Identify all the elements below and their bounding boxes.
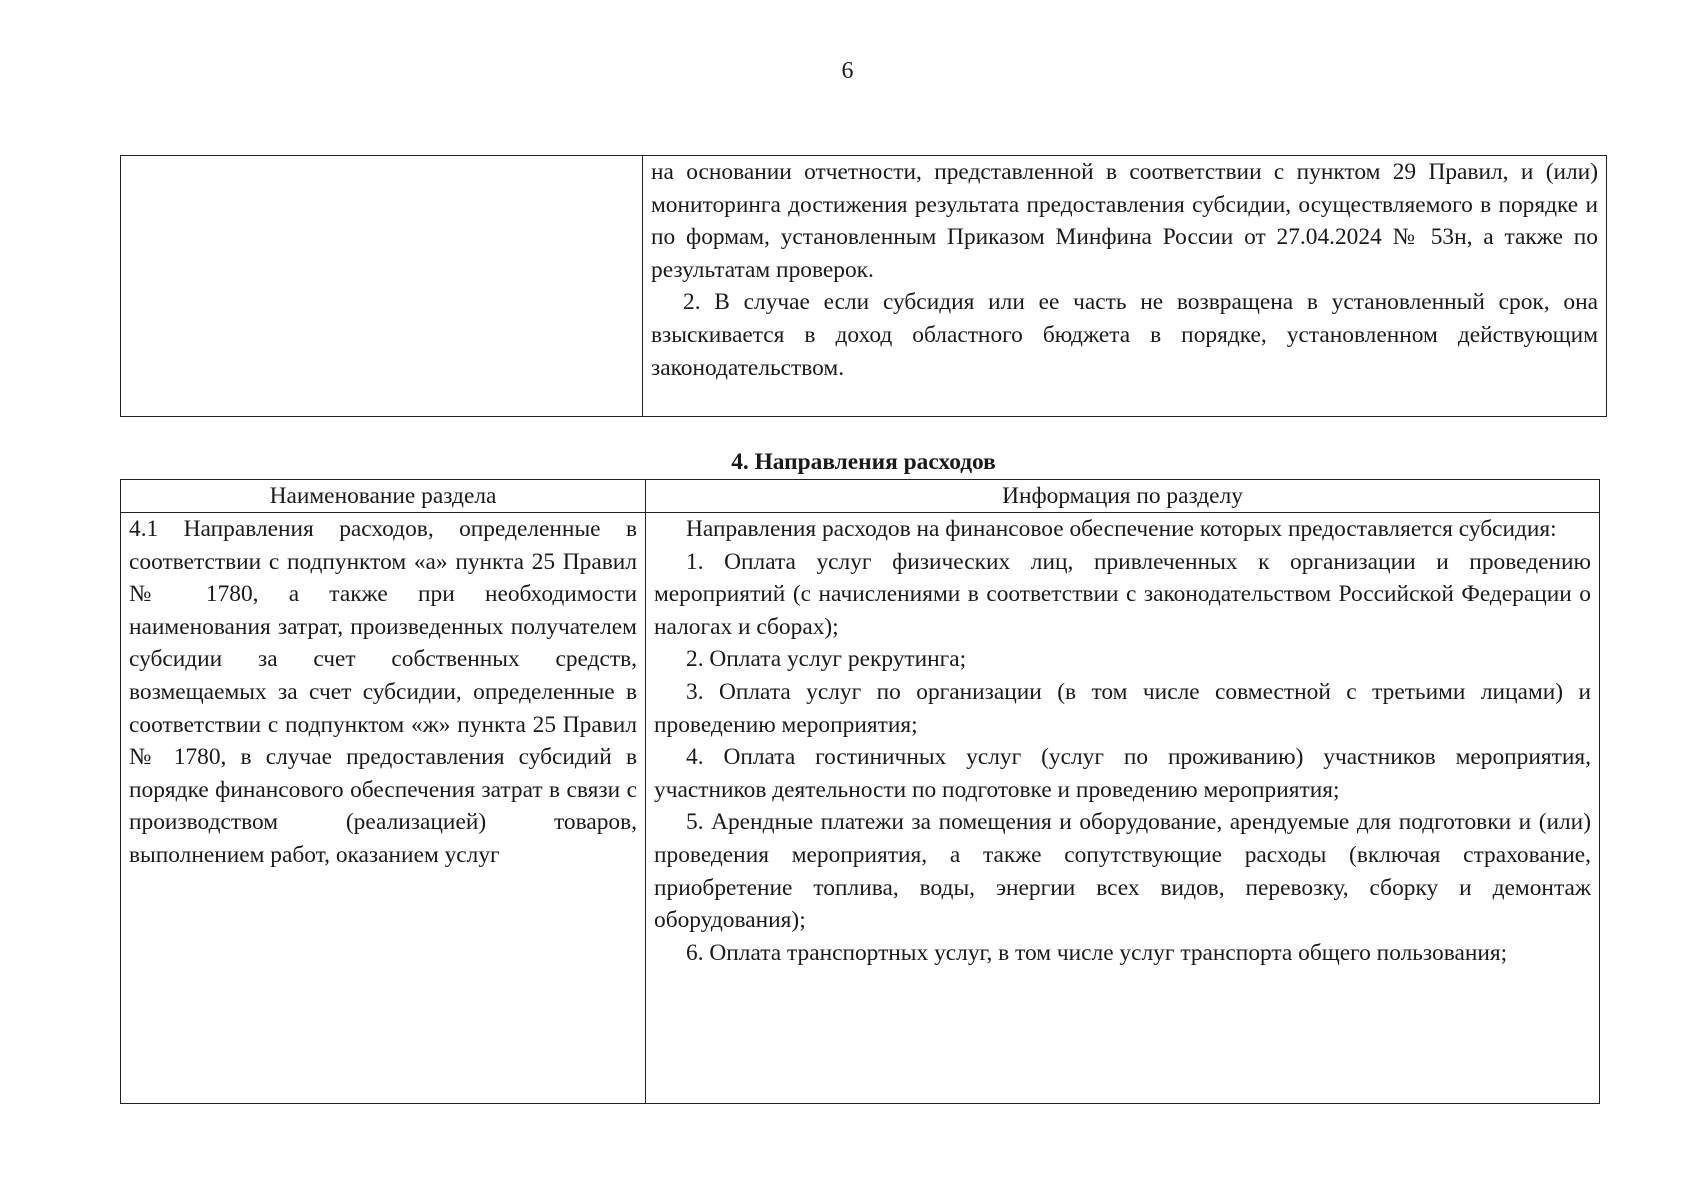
section-title: 4. Направления расходов: [731, 449, 996, 475]
left-empty-cell: [121, 156, 643, 417]
paragraph: 2. В случае если субсидия или ее часть не возвращена в установленный срок, она взыскивается в доход областного бюджета в порядке, установленном действующим законодательством.: [651, 289, 1598, 381]
table-row: [121, 513, 1600, 1104]
section-name-text: 4.1 Направления расходов, определенные в соответствии с подпунктом «а» пункта 25 Правил № 1780, а также при необходимости наименования затрат, произведенных получателем субсидии за счет собственных средств, возмещаемых за счет субсидии, определенные в соответствии с подпунктом «ж» пункта 25 Правил № 1780, в случае предоставления субсидий в порядке финансового обеспечения затрат в связи с производством (реализацией) товаров, выполнением работ, оказанием услуг: [129, 516, 637, 868]
table-header-row: [121, 480, 1600, 513]
expenses-table: [120, 479, 1600, 1104]
list-item: 1. Оплата услуг физических лиц, привлеченных к организации и проведению мероприятий (с начислениями в соответствии с законодательством Российской Федерации о налогах и сборах);: [654, 548, 1591, 640]
list-item: 3. Оплата услуг по организации (в том числе совместной с третьими лицами) и проведению мероприятия;: [654, 678, 1591, 738]
paragraph: Направления расходов на финансовое обеспечение которых предоставляется субсидия:: [686, 516, 1557, 542]
list-item: 4. Оплата гостиничных услуг (услуг по проживанию) участников мероприятия, участников деятельности по подготовке и проведению мероприятия;: [654, 744, 1591, 803]
continuation-table: [120, 155, 1607, 417]
section-name-cell: [121, 513, 646, 1104]
list-item: 5. Арендные платежи за помещения и оборудование, арендуемые для подготовки и (или) проведения мероприятия, а также сопутствующие расходы (включая страхование, приобретение топлива, воды, энергии всех видов, перевозку, сборку и демонтаж оборудования);: [654, 809, 1591, 934]
column-header-right: Информация по разделу: [646, 480, 1600, 513]
section-info-cell: [646, 513, 1600, 1104]
column-header-left: Наименование раздела: [121, 480, 646, 513]
right-cell: [643, 156, 1607, 417]
list-item: 6. Оплата транспортных услуг, в том числе услуг транспорта общего пользования;: [686, 939, 1508, 966]
list-item: 2. Оплата услуг рекрутинга;: [686, 646, 967, 673]
page-number: 6: [841, 58, 854, 84]
paragraph: на основании отчетности, представленной в соответствии с пунктом 29 Правил, и (или) мониторинга достижения результата предоставления субсидии, осуществляемого в порядке и по формам, установленным Приказом Минфина России от 27.04.2024 № 53н, а также по результатам проверок.: [651, 159, 1598, 283]
table-row: [121, 156, 1607, 417]
